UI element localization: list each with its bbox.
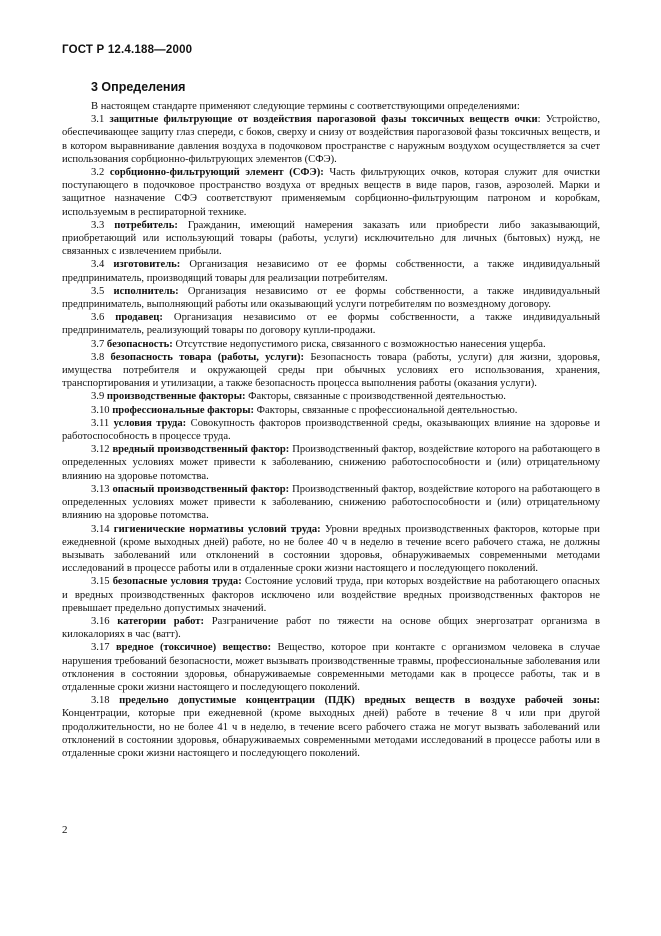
intro-paragraph: В настоящем стандарте применяют следующие термины с соответствующими определениями: — [91, 101, 520, 112]
definition-number: 3.9 — [91, 391, 105, 403]
definition-item — [62, 166, 600, 219]
definition-term: сорбционно-фильтрующий элемент (СФЭ): — [109, 167, 324, 179]
definitions-list — [62, 113, 600, 760]
definition-text: Организация независимо от ее формы собственности, а также индивидуальный предприниматель, выполняющий работы или оказывающий услуги потребителям по возмездному договору. — [62, 285, 600, 311]
definition-number: 3.16 — [91, 615, 110, 627]
definition-term: продавец: — [115, 312, 163, 324]
definition-item — [62, 443, 600, 483]
definition-number: 3.15 — [91, 576, 110, 588]
definition-text: Организация независимо от ее формы собственности, а также индивидуальный предприниматель, реализующий товары по договору купли-продажи. — [62, 312, 600, 337]
standard-code: ГОСТ Р 12.4.188—2000 — [62, 44, 193, 56]
definition-number: 3.5 — [91, 285, 105, 297]
definition-item — [62, 285, 600, 311]
definition-term: защитные фильтрующие от воздействия парогазовой фазы токсичных веществ очки — [109, 114, 538, 126]
definition-item — [62, 351, 600, 391]
definition-term: предельно допустимые концентрации (ПДК) вредных веществ в воздухе рабочей зоны: — [119, 695, 600, 707]
definition-text: Организация независимо от ее формы собственности, а также индивидуальный предприниматель, производящий товары для реализации потребителям. — [62, 259, 601, 284]
definition-term: профессиональные факторы: — [112, 404, 255, 416]
definition-item — [62, 390, 600, 403]
definition-text: Состояние условий труда, при которых воздействие на работающего опасных и вредных производственных факторов исключено или воздействие вредных производственных факторов не превышает предельно допустимых значений. — [62, 576, 600, 614]
definition-term: категории работ: — [117, 615, 205, 627]
definition-text: Отсутствие недопустимого риска, связанного с возможностью нанесения ущерба. — [175, 338, 546, 350]
definition-term: производственные факторы: — [106, 391, 246, 403]
definition-item — [62, 523, 600, 576]
definition-text: Концентрации, которые при ежедневной (кроме выходных дней) работе в течение 8 ч или при другой продолжительности, но не более 41 ч в неделю, в течение всего рабочего стажа не могут вызвать заболеваний или отклонений в состоянии здоровья, обнаруживаемых современными методами исследований в процессе работы или в отдаленные сроки жизни настоящего и последующего поколений. — [62, 708, 600, 759]
definition-item — [62, 694, 600, 760]
page-number: 2 — [62, 824, 68, 836]
definition-term: безопасность товара (работы, услуги): — [110, 351, 305, 363]
definition-item — [62, 338, 600, 351]
definition-text: Часть фильтрующих очков, которая служит для очистки поступающего в подочковое пространство воздуха от вредных веществ в виде паров, газов, аэрозолей. Марки и защитное назначение СФЭ соответствуют применяемым сорбционно-фильтрующим патроном и коробкам, используемым в респираторной технике. — [62, 167, 601, 218]
definition-number: 3.1 — [91, 114, 105, 126]
definition-number: 3.3 — [91, 219, 105, 231]
definition-item — [62, 404, 600, 417]
definition-number: 3.13 — [91, 483, 110, 495]
definition-item — [62, 417, 600, 443]
definition-number: 3.7 — [91, 338, 105, 350]
definition-term: изготовитель: — [113, 259, 181, 271]
definition-term: вредный производственный фактор: — [112, 444, 290, 456]
definition-number: 3.4 — [91, 259, 105, 271]
definition-text: Гражданин, имеющий намерения заказать или приобрести либо заказывающий, приобретающий или использующий товары (работы, услуги) исключительно для личных (бытовых) нужд, не связанных с извлечением прибыли. — [62, 219, 601, 258]
definition-number: 3.2 — [91, 167, 105, 179]
definition-text: Безопасность товара (работы, услуги) для жизни, здоровья, имущества потребителя и окружающей среды при обычных условиях его использования, хранения, транспортирования и утилизации, а также безопасность процесса выполнения работы (оказания услуги). — [62, 351, 601, 390]
definition-text: Уровни вредных производственных факторов, которые при ежедневной (кроме выходных дней) работе, но не более 40 ч в неделю в течение всего рабочего стажа, не должны вызывать заболеваний или отклонений в состоянии здоровья, обнаруживаемых современными методами исследований в процессе работы или в отдаленные сроки жизни настоящего и последующего поколений. — [62, 523, 600, 575]
definition-number: 3.14 — [91, 523, 110, 535]
definitions-body — [62, 100, 600, 760]
definition-number: 3.10 — [91, 404, 110, 416]
definition-term: условия труда: — [113, 417, 187, 429]
definition-text: Совокупность факторов производственной среды, оказывающих влияние на здоровье и работоспособность в процессе труда. — [62, 417, 600, 443]
definition-text: Производственный фактор, воздействие которого на работающего в определенных условиях может привести к заболеванию, снижению работоспособности и (или) отрицательному влиянию на здоровье потомства. — [62, 444, 601, 482]
definition-term: исполнитель: — [113, 285, 179, 297]
definition-item — [62, 483, 600, 523]
definition-item — [62, 113, 600, 166]
definition-number: 3.17 — [91, 642, 110, 654]
definition-number: 3.11 — [91, 417, 110, 429]
definition-item — [62, 641, 600, 694]
definition-number: 3.12 — [91, 444, 110, 456]
definition-text: Производственный фактор, воздействие которого на работающего в определенных условиях может привести к заболеванию, снижению работоспособности и (или) отрицательному влиянию на здоровье потомства. — [62, 483, 600, 522]
definition-number: 3.6 — [91, 312, 105, 324]
definition-item — [62, 258, 600, 284]
definition-item — [62, 575, 600, 615]
definition-number: 3.8 — [91, 351, 105, 363]
definition-term: безопасные условия труда: — [112, 576, 242, 588]
definition-item — [62, 219, 600, 259]
definition-separator: : — [537, 114, 541, 126]
definition-text: Факторы, связанные с производственной деятельностью. — [248, 391, 506, 403]
definition-text: Факторы, связанные с профессиональной деятельностью. — [256, 404, 518, 416]
section-title: 3 Определения — [91, 80, 186, 94]
definition-text: Вещество, которое при контакте с организмом человека в случае нарушения требований безопасности, может вызывать производственные травмы, профессиональные заболевания или отклонения в состоянии здоровья, обнаруживаемые современными методами как в процессе работы, так и в отдаленные сроки жизни настоящего и последующего поколений. — [62, 642, 600, 693]
definition-item — [62, 311, 600, 337]
definition-item — [62, 615, 600, 641]
definition-number: 3.18 — [91, 695, 110, 707]
definition-term: гигиенические нормативы условий труда: — [113, 523, 321, 535]
definition-term: опасный производственный фактор: — [112, 483, 290, 495]
definition-term: потребитель: — [114, 219, 178, 231]
definition-term: вредное (токсичное) вещество: — [115, 642, 272, 654]
definition-text: Устройство, обеспечивающее защиту глаз спереди, с боков, сверху и снизу от воздействия парогазовой фазы токсичных веществ, и в котором выравнивание давления воздуха в подочковом пространстве с наружным воздухом осуществляется за счет использования сорбционно-фильтрующих элементов (СФЭ). — [62, 114, 600, 165]
definition-text: Разграничение работ по тяжести на основе общих энергозатрат организма в килокалориях в час (ватт). — [62, 615, 601, 641]
definition-term: безопасность: — [106, 338, 173, 350]
